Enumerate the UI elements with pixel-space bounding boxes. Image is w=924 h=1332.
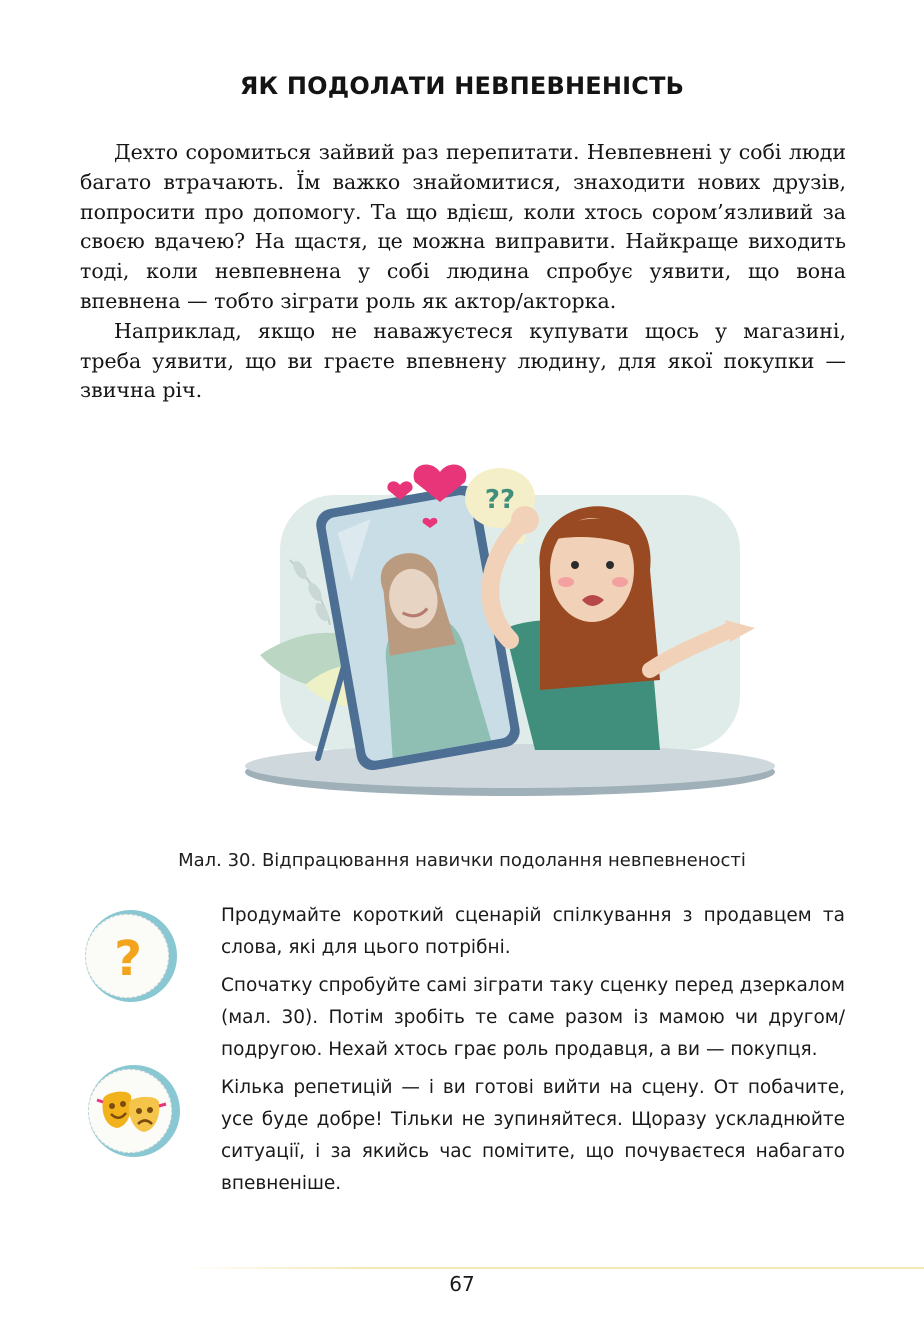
task-item: Кілька репетицій — і ви готові вийти на сцену. От побачите, усе буде добре! Тільки не зупиняйтеся. Щоразу ускладнюйте ситуації, і за якийсь час помітите, що почуваєтеся набагато впевненіше. [221,1077,845,1194]
task-item: Продумайте короткий сценарій спілкування з продавцем та слова, які для цього потрібні. [221,905,845,958]
figure-caption: Мал. 30. Відпрацювання навички подолання невпевненості [178,850,746,871]
task-list [221,900,845,1206]
page-number: 67 [449,1272,475,1296]
question-mark-glyph: ? [114,931,142,987]
intro-paragraph-1: Дехто соромиться зайвий раз перепитати. Невпевнені у собі люди багато втрачають. Їм важко знайомитися, знаходити нових друзів, попросити про допомогу. Та що вдієш, коли хтось сором’язливий за своєю вдачею? На щастя, це можна виправити. Найкраще виходить тоді, коли невпевнена у собі людина спробує уявити, що вона впевнена — тобто зіграти роль як актор/акторка. [80,140,846,313]
question-mark-icon [85,910,177,1002]
thought-bubble-text: ?? [484,485,516,515]
girl-mirror-illustration [230,450,790,820]
intro-text [80,138,846,406]
page-title: ЯК ПОДОЛАТИ НЕВПЕВНЕНІСТЬ [239,72,685,100]
task-item: Спочатку спробуйте самі зіграти таку сценку перед дзеркалом (мал. 30). Потім зробіть те саме разом із мамою чи другом/подругою. Нехай хтось грає роль продавця, а ви — покупця. [221,975,845,1060]
footer-divider [180,1267,924,1269]
theater-masks-icon [88,1065,180,1157]
intro-paragraph-2: Наприклад, якщо не наважуєтеся купувати щось у магазині, треба уявити, що ви граєте впевнену людину, для якої покупки — звична річ. [80,318,846,403]
